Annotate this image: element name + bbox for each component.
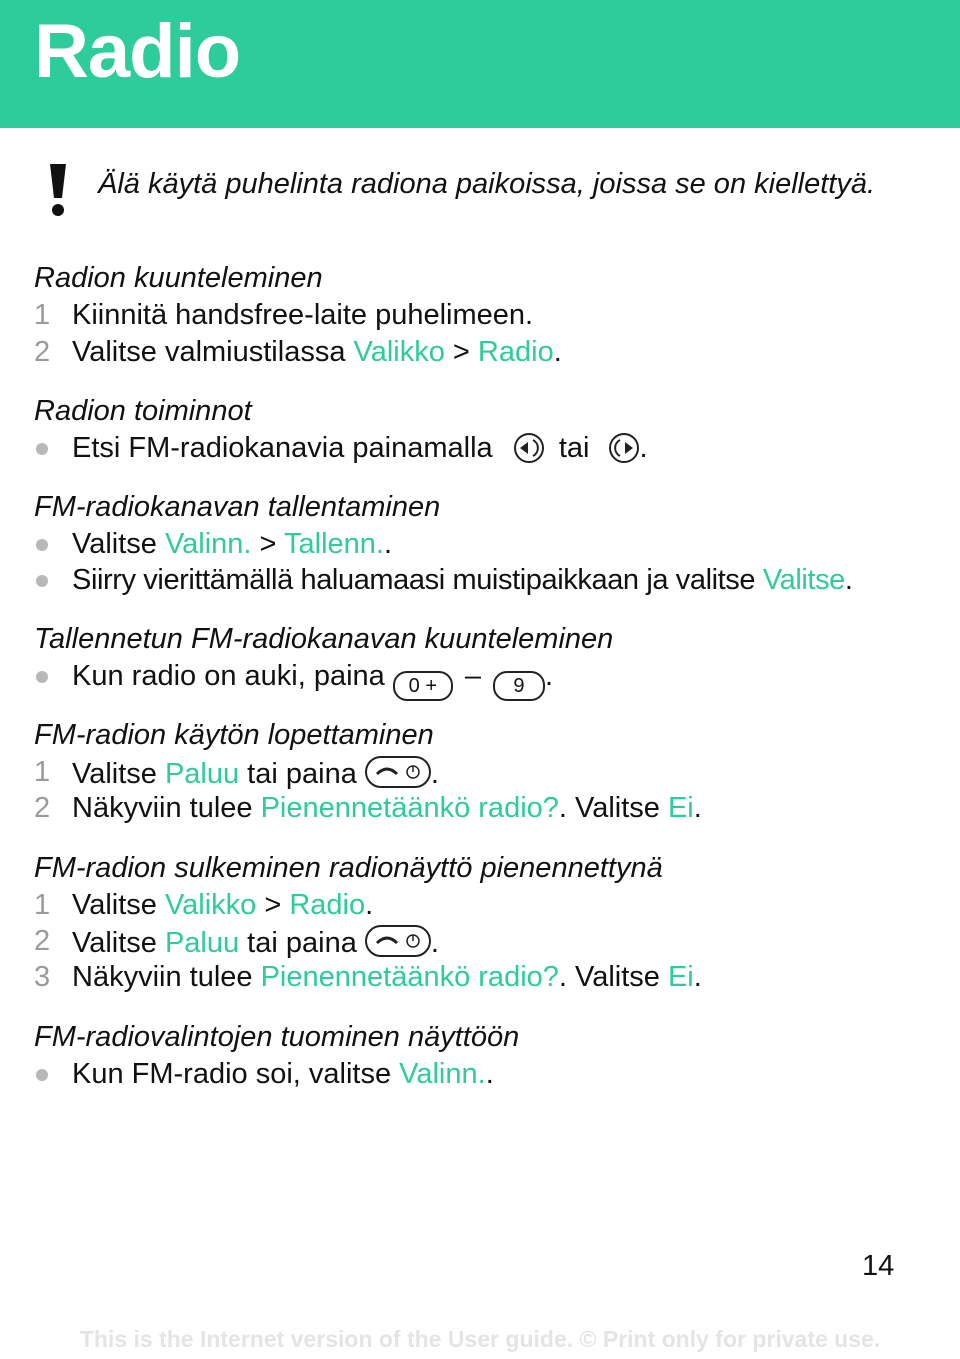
footer-notice: This is the Internet version of the User guide. © Print only for private use. [79, 1326, 881, 1352]
menu-link-tallenn: Tallenn. [284, 528, 384, 560]
text-fragment: . [693, 792, 702, 824]
section-heading-close: FM-radion sulkeminen radionäyttö pienennettynä [34, 852, 663, 884]
menu-link-valikko: Valikko [164, 889, 257, 921]
step-number: 1 [34, 299, 51, 331]
step-text [72, 336, 562, 369]
path-separator: > [251, 528, 285, 560]
text-fragment: tai paina [239, 758, 365, 790]
text-fragment: . [430, 927, 439, 959]
text-fragment: Valitse [72, 927, 165, 959]
bullet-text [72, 564, 853, 597]
text-fragment: . [844, 564, 853, 596]
text-fragment: Näkyviin tulee [72, 961, 261, 993]
step-text: Kiinnitä handsfree-laite puhelimeen. [72, 299, 534, 331]
page-title: Radio [34, 9, 241, 94]
step-text [72, 889, 373, 922]
bullet-icon [36, 671, 48, 683]
text-fragment: tai [558, 432, 590, 464]
menu-link-valinn: Valinn. [164, 528, 252, 560]
key-9-icon: 9 [493, 671, 545, 701]
menu-link-radio: Radio [477, 336, 554, 368]
section-heading-functions: Radion toiminnot [34, 395, 252, 427]
text-fragment: . Valitse [558, 961, 668, 993]
end-key-icon [365, 925, 431, 957]
warning-note [40, 160, 940, 220]
step-text [72, 961, 702, 994]
menu-link-paluu: Paluu [164, 758, 240, 790]
prompt-text: Pienennetäänkö radio? [260, 792, 559, 824]
nav-left-icon [513, 432, 545, 464]
text-fragment: Siirry vierittämällä haluamaasi muistipaikkaan ja valitse [72, 564, 763, 596]
text-fragment: Valitse [72, 758, 165, 790]
prompt-text: Pienennetäänkö radio? [260, 961, 559, 993]
text-fragment: . [639, 432, 648, 464]
step-text [72, 925, 439, 960]
menu-link-paluu: Paluu [164, 927, 240, 959]
text-fragment: Valitse [72, 889, 165, 921]
step-number: 1 [34, 756, 51, 788]
bullet-icon [36, 575, 48, 587]
step-number: 1 [34, 889, 51, 921]
warning-text: Älä käytä puhelinta radiona paikoissa, joissa se on kiellettyä. [98, 168, 876, 200]
text-fragment: . Valitse [558, 792, 668, 824]
step-text [72, 756, 439, 791]
text-fragment: – [464, 660, 481, 692]
bullet-text [72, 432, 648, 465]
step-text [72, 792, 702, 825]
text-fragment: . [553, 336, 562, 368]
bullet-text [72, 660, 553, 701]
section-heading-save: FM-radiokanavan tallentaminen [34, 491, 441, 523]
text-fragment: . [544, 660, 554, 692]
bullet-icon [36, 443, 48, 455]
end-key-icon [365, 756, 431, 788]
text-fragment: . [485, 1058, 494, 1090]
step-number: 3 [34, 961, 51, 993]
path-separator: > [256, 889, 290, 921]
text-fragment: Valitse valmiustilassa [72, 336, 354, 368]
text-fragment: Näkyviin tulee [72, 792, 261, 824]
text-fragment: tai paina [239, 927, 365, 959]
menu-link-ei: Ei [667, 792, 694, 824]
bullet-icon [36, 1069, 48, 1081]
text-fragment: Kun FM-radio soi, valitse [72, 1058, 400, 1090]
page-number: 14 [862, 1250, 895, 1282]
text-fragment: Kun radio on auki, paina [72, 660, 393, 692]
menu-link-valitse: Valitse [762, 564, 845, 596]
step-number: 2 [34, 792, 51, 824]
section-heading-stop: FM-radion käytön lopettaminen [34, 719, 434, 751]
step-number: 2 [34, 336, 51, 368]
text-fragment: . [430, 758, 439, 790]
exclamation-icon [40, 162, 76, 218]
section-heading-saved: Tallennetun FM-radiokanavan kuunteleminen [34, 623, 614, 655]
key-0-icon: 0 + [393, 671, 453, 701]
text-fragment: . [693, 961, 702, 993]
bullet-text [72, 1058, 494, 1091]
text-fragment: Etsi FM-radiokanavia painamalla [72, 432, 493, 464]
text-fragment: . [365, 889, 374, 921]
text-fragment: Valitse [72, 528, 165, 560]
menu-link-ei: Ei [667, 961, 694, 993]
section-heading-options: FM-radiovalintojen tuominen näyttöön [34, 1021, 520, 1053]
title-banner [0, 0, 960, 128]
text-fragment: . [383, 528, 393, 560]
menu-link-radio: Radio [289, 889, 366, 921]
bullet-text [72, 528, 392, 561]
nav-right-icon [608, 432, 640, 464]
section-heading-listen: Radion kuunteleminen [34, 262, 323, 294]
menu-link-valinn: Valinn. [399, 1058, 486, 1090]
bullet-icon [36, 539, 48, 551]
path-separator: > [444, 336, 478, 368]
step-number: 2 [34, 925, 51, 957]
menu-link-valikko: Valikko [353, 336, 445, 368]
